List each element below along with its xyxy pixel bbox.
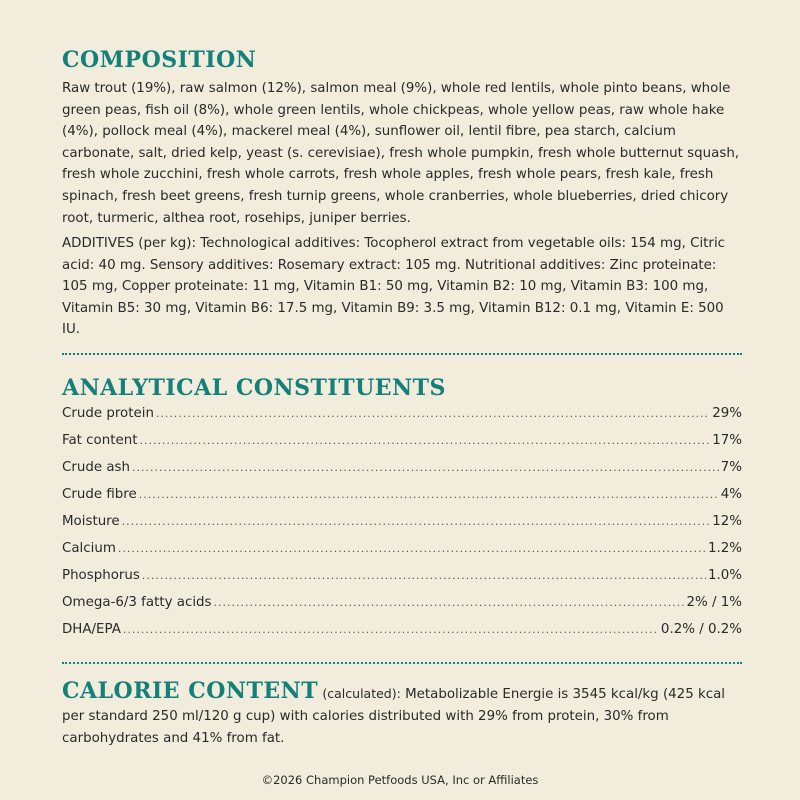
constituent-row [62, 565, 742, 592]
composition-ingredients: Raw trout (19%), raw salmon (12%), salmon meal (9%), whole red lentils, whole pinto beans, whole green peas, fish oil (8%), whole green lentils, whole chickpeas, whole yellow peas, raw whole hake (4%), pollock meal (4%), mackerel meal (4%), sunflower oil, lentil fibre, pea starch, calcium carbonate, salt, dried kelp, yeast (s. cerevisiae), fresh whole pumpkin, fresh whole butternut squash, fresh whole zucchini, fresh whole carrots, fresh whole apples, fresh whole pears, fresh kale, fresh spinach, fresh beet greens, fresh turnip greens, whole cranberries, whole blueberries, dried chicory root, turmeric, althea root, rosehips, juniper berries. [62, 81, 740, 226]
constituent-row [62, 430, 742, 457]
constituent-value: 7% [720, 460, 742, 475]
constituent-label: Crude fibre [62, 487, 137, 502]
constituent-row [62, 457, 742, 484]
copyright-footer: ©2026 Champion Petfoods USA, Inc or Affiliates [261, 773, 539, 787]
constituent-row [62, 403, 742, 430]
constituent-label: Crude protein [62, 406, 154, 421]
constituent-label: Crude ash [62, 460, 131, 475]
calorie-text: Metabolizable Energie is 3545 kcal/kg (425 kcal per standard 250 ml/120 g cup) with calories distributed with 29% from protein, 30% from carbohydrates and 41% from fat. [62, 687, 726, 746]
dot-leader [132, 457, 719, 478]
constituent-row [62, 592, 742, 619]
constituent-value: 29% [712, 406, 742, 421]
analytical-constituents-heading: ANALYTICAL CONSTITUENTS [62, 375, 446, 401]
constituent-row [62, 484, 742, 511]
composition-heading: COMPOSITION [62, 47, 257, 73]
constituent-row [62, 619, 742, 646]
constituent-value: 1.2% [707, 541, 742, 556]
dot-leader [142, 565, 706, 586]
dot-leader [139, 430, 710, 451]
analytical-constituents-list [62, 403, 742, 646]
constituent-label: DHA/EPA [62, 622, 121, 637]
dot-leader [214, 592, 685, 613]
constituent-row [62, 511, 742, 538]
constituent-label: Phosphorus [62, 568, 140, 583]
dot-leader [122, 511, 711, 532]
calorie-content-heading: CALORIE CONTENT [62, 678, 319, 704]
composition-additives: ADDITIVES (per kg): Technological additives: Tocopherol extract from vegetable oils: 154 mg, Citric acid: 40 mg. Sensory additives: Rosemary extract: 105 mg. Nutritional additives: Zinc proteinate: 105 mg, Copper proteinate: 11 mg, Vitamin B1: 50 mg, Vitamin B2: 10 mg, Vitamin B3: 100 mg, Vitamin B5: 30 mg, Vitamin B6: 17.5 mg, Vitamin B9: 3.5 mg, Vitamin B12: 0.1 mg, Vitamin E: 500 IU. [62, 236, 726, 338]
constituent-row [62, 538, 742, 565]
constituent-value: 0.2% / 0.2% [660, 622, 742, 637]
constituent-value: 12% [712, 514, 742, 529]
calorie-content [62, 680, 742, 750]
dot-leader [118, 538, 706, 559]
constituent-value: 1.0% [707, 568, 742, 583]
constituent-label: Calcium [62, 541, 116, 556]
constituent-label: Omega-6/3 fatty acids [62, 595, 212, 610]
constituent-label: Fat content [62, 433, 138, 448]
constituent-value: 17% [712, 433, 742, 448]
section-divider [62, 353, 742, 355]
constituent-label: Moisture [62, 514, 120, 529]
dot-leader [123, 619, 659, 640]
section-divider [62, 662, 742, 664]
calorie-subtitle: (calculated): [322, 686, 401, 701]
constituent-value: 2% / 1% [686, 595, 742, 610]
constituent-value: 4% [720, 487, 742, 502]
dot-leader [156, 403, 710, 424]
dot-leader [139, 484, 719, 505]
